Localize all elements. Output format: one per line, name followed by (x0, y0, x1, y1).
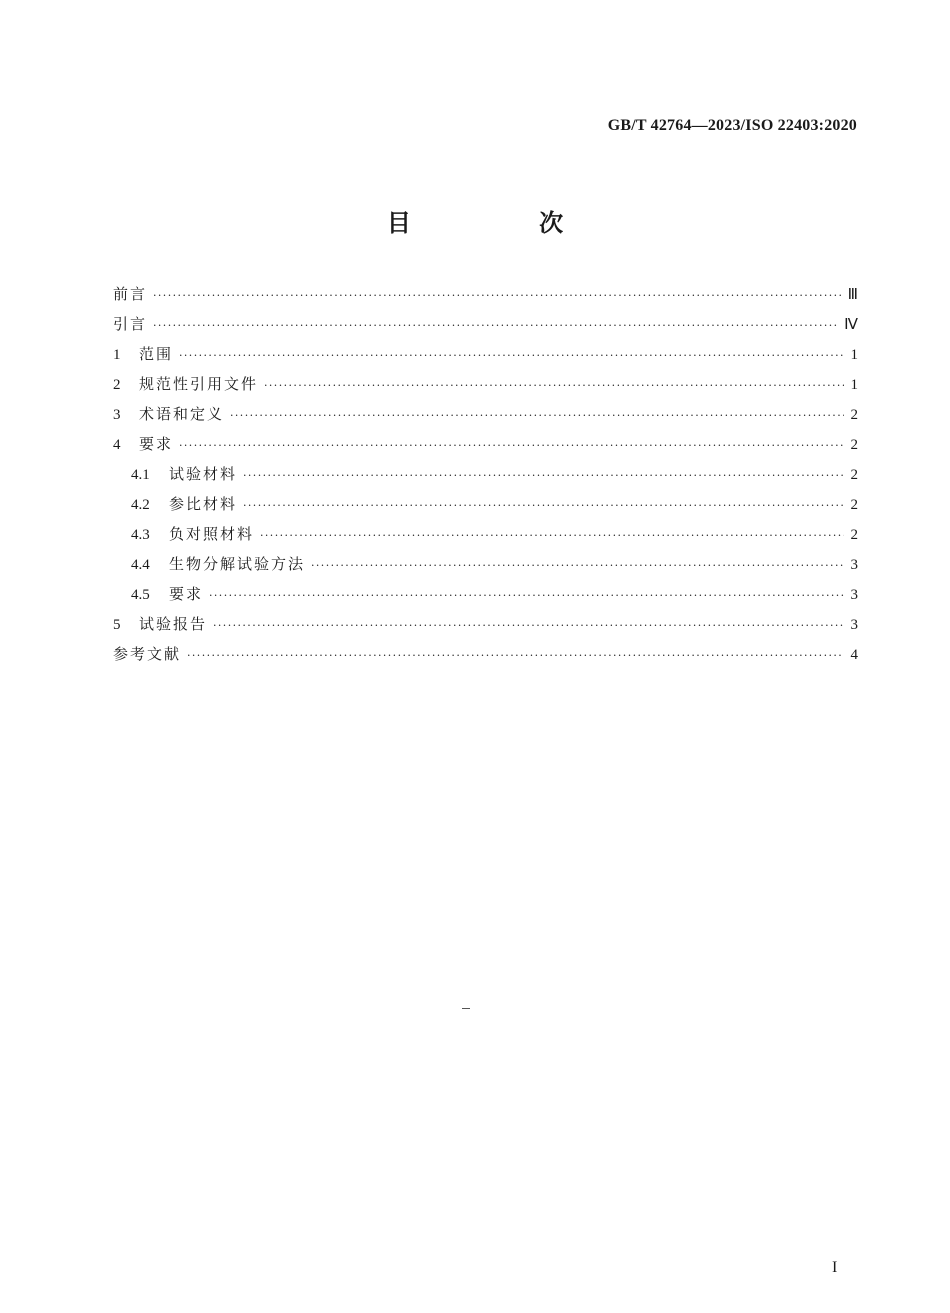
dot-leader (311, 551, 844, 581)
toc-entry-label: 要求 (169, 585, 204, 603)
toc-entry-number: 2 (113, 377, 121, 393)
toc-entry-page: Ⅳ (844, 317, 858, 333)
toc-entry-label: 参比材料 (169, 495, 238, 513)
toc-entry-page: 2 (850, 527, 858, 543)
toc-entry-negative-control[interactable] (113, 519, 858, 549)
dot-leader (243, 461, 844, 491)
toc-entry-terms-definitions[interactable] (113, 399, 858, 429)
toc-entry-label: 规范性引用文件 (139, 375, 259, 393)
table-of-contents (113, 279, 858, 669)
toc-title: 目 次 (386, 209, 624, 237)
dot-leader (187, 641, 844, 671)
toc-entry-normative-references[interactable] (113, 369, 858, 399)
toc-entry-number: 4 (113, 437, 121, 453)
toc-entry-label: 试验报告 (139, 615, 208, 633)
dot-leader (209, 581, 844, 611)
toc-entry-label: 试验材料 (169, 465, 238, 483)
dot-leader (153, 281, 842, 311)
page-number: I (832, 1259, 838, 1276)
dot-leader (213, 611, 844, 641)
toc-entry-page: 3 (850, 557, 858, 573)
toc-entry-page: 3 (850, 587, 858, 603)
toc-entry-page: 3 (850, 617, 858, 633)
toc-entry-label: 生物分解试验方法 (169, 555, 306, 573)
toc-entry-label: 要求 (139, 435, 174, 453)
scan-speck (462, 1008, 470, 1009)
toc-entry-label: 术语和定义 (139, 405, 225, 423)
dot-leader (243, 491, 844, 521)
toc-entry-label: 引言 (113, 315, 148, 333)
toc-entry-page: 2 (850, 497, 858, 513)
toc-entry-number: 4.3 (131, 527, 150, 543)
toc-entry-number: 4.4 (131, 557, 150, 573)
toc-entry-label: 参考文献 (113, 645, 182, 663)
toc-entry-page: Ⅲ (847, 287, 858, 303)
toc-entry-introduction[interactable] (113, 309, 858, 339)
toc-entry-foreword[interactable] (113, 279, 858, 309)
toc-entry-biodegradation-test-method[interactable] (113, 549, 858, 579)
toc-entry-number: 5 (113, 617, 121, 633)
toc-entry-number: 4.1 (131, 467, 150, 483)
toc-entry-page: 1 (850, 347, 858, 363)
toc-entry-label: 范围 (139, 345, 174, 363)
toc-entry-requirements-sub[interactable] (113, 579, 858, 609)
toc-entry-page: 2 (850, 467, 858, 483)
toc-entry-reference-material[interactable] (113, 489, 858, 519)
toc-entry-page: 2 (850, 407, 858, 423)
toc-entry-page: 2 (850, 437, 858, 453)
toc-entry-number: 3 (113, 407, 121, 423)
toc-entry-requirements[interactable] (113, 429, 858, 459)
dot-leader (264, 371, 844, 401)
toc-entry-number: 4.5 (131, 587, 150, 603)
dot-leader (230, 401, 844, 431)
toc-entry-number: 1 (113, 347, 121, 363)
standard-number: GB/T 42764—2023/ISO 22403:2020 (607, 117, 857, 134)
dot-leader (179, 341, 844, 371)
toc-entry-number: 4.2 (131, 497, 150, 513)
dot-leader (153, 311, 838, 341)
toc-entry-bibliography[interactable] (113, 639, 858, 669)
dot-leader (179, 431, 844, 461)
toc-entry-test-report[interactable] (113, 609, 858, 639)
toc-entry-page: 1 (850, 377, 858, 393)
toc-entry-label: 负对照材料 (169, 525, 255, 543)
toc-entry-label: 前言 (113, 285, 148, 303)
toc-entry-page: 4 (850, 647, 858, 663)
toc-entry-test-material[interactable] (113, 459, 858, 489)
toc-entry-scope[interactable] (113, 339, 858, 369)
dot-leader (260, 521, 844, 551)
